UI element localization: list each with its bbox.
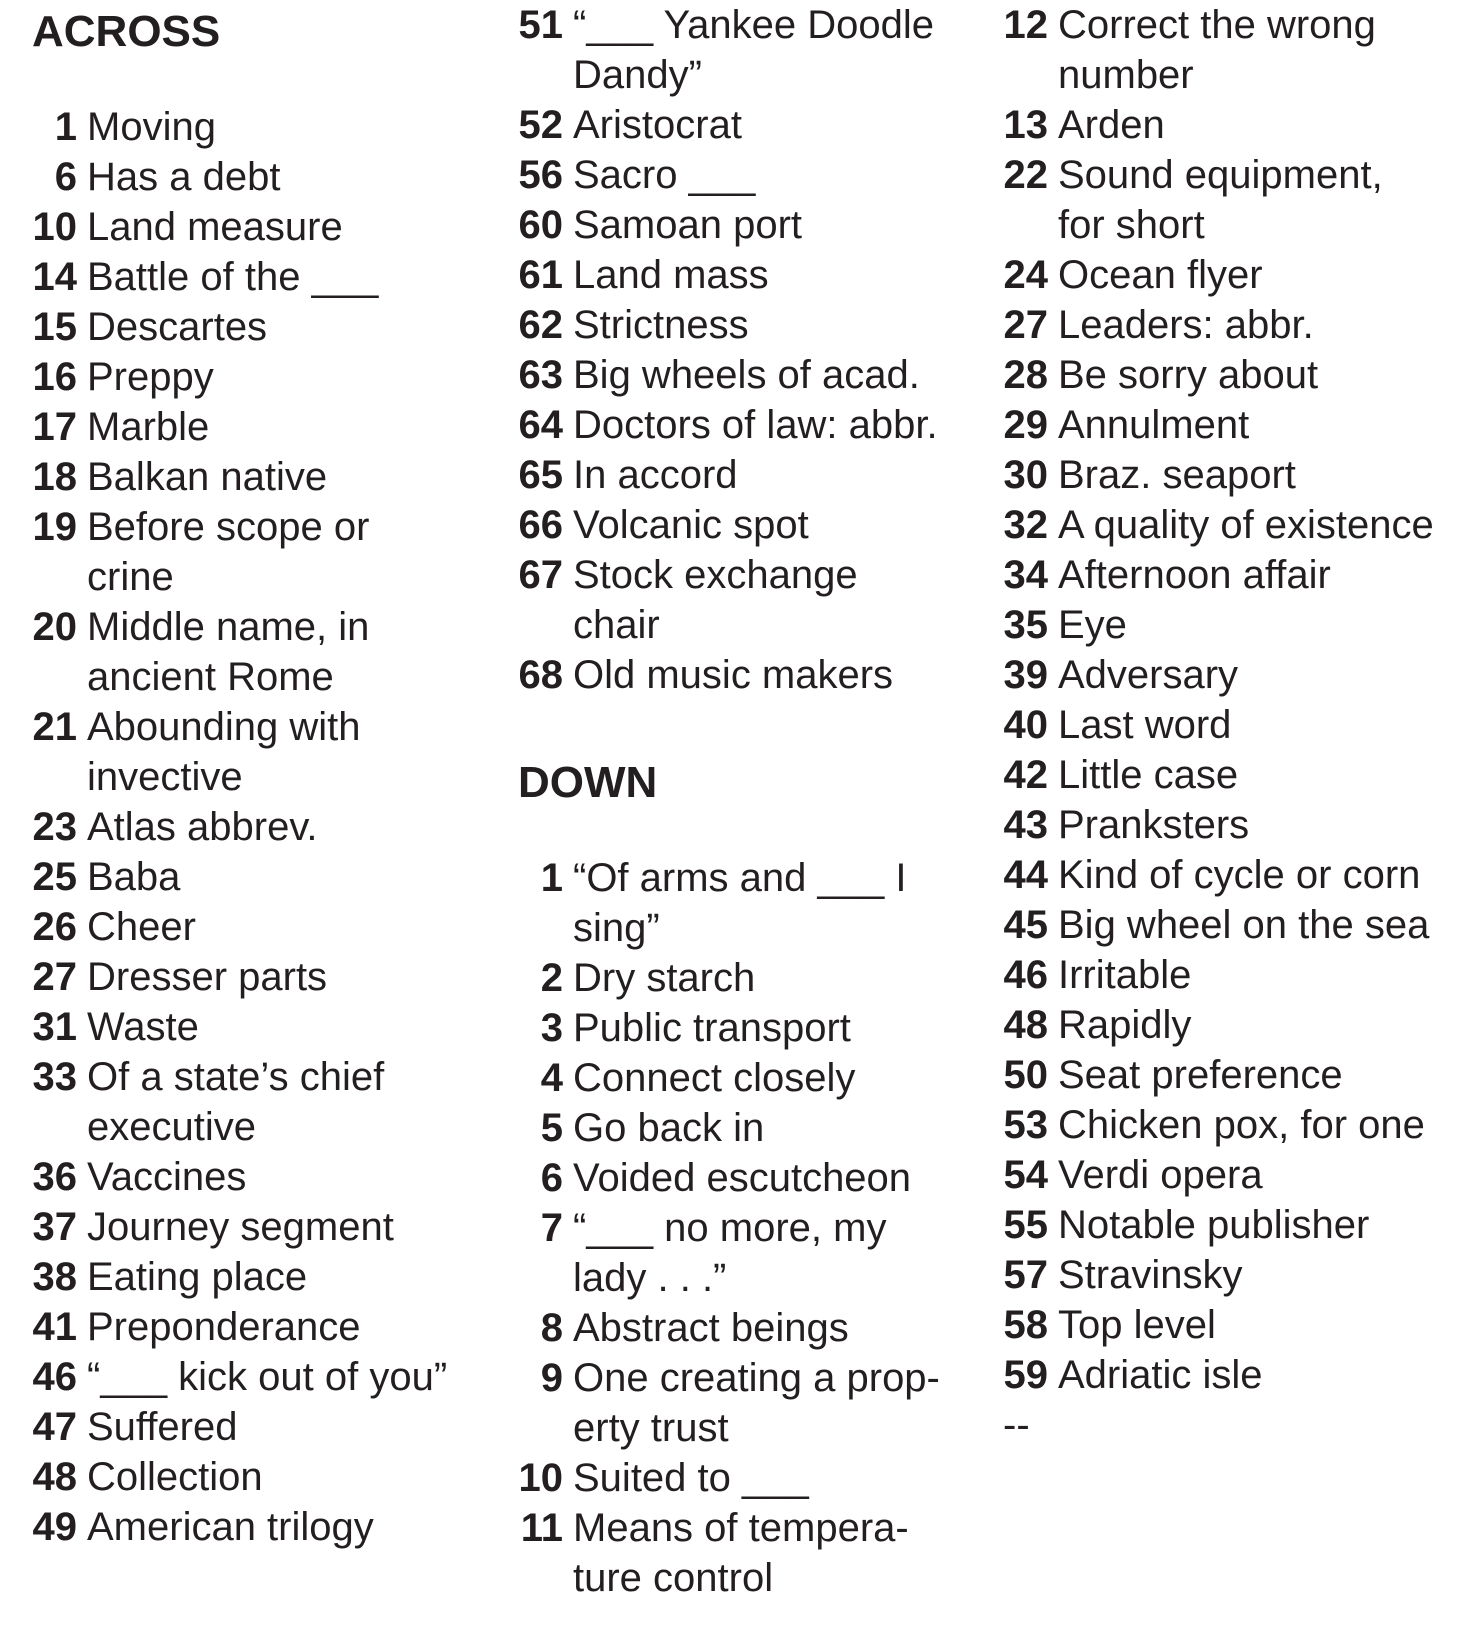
clue-text: Adriatic isle bbox=[1058, 1353, 1263, 1397]
clue bbox=[32, 852, 492, 902]
clue-number: 2 bbox=[540, 956, 563, 1000]
clue-text: Baba bbox=[87, 855, 181, 899]
down-clue-list-continued bbox=[1003, 0, 1468, 1400]
clue-number: 53 bbox=[1003, 1103, 1048, 1147]
clue-number: 21 bbox=[32, 705, 77, 749]
clue bbox=[32, 1452, 492, 1502]
clue bbox=[1003, 1200, 1468, 1250]
clue bbox=[1003, 750, 1468, 800]
clue-text: Old music makers bbox=[573, 653, 894, 697]
clue-text: Moving bbox=[87, 105, 216, 149]
clue-text: ture control bbox=[573, 1556, 774, 1600]
clue-number: 37 bbox=[32, 1205, 77, 1249]
clue-number: 19 bbox=[32, 505, 77, 549]
clue-number: 20 bbox=[32, 605, 77, 649]
clue-text: “___ no more, my bbox=[573, 1206, 887, 1250]
clue-text: Middle name, in bbox=[87, 605, 370, 649]
clue bbox=[1003, 1000, 1468, 1050]
clue bbox=[518, 1453, 988, 1503]
clue bbox=[518, 300, 988, 350]
clue-continuation bbox=[32, 652, 492, 702]
clue bbox=[518, 450, 988, 500]
clue bbox=[518, 250, 988, 300]
clue-number: 26 bbox=[32, 905, 77, 949]
clue-text: Voided escutcheon bbox=[573, 1156, 912, 1200]
clue-text: Leaders: abbr. bbox=[1058, 303, 1314, 347]
clue-text: number bbox=[1058, 53, 1194, 97]
across-clue-list bbox=[32, 102, 492, 1552]
clue-text: Of a state’s chief bbox=[87, 1055, 385, 1099]
clue-text: Sacro ___ bbox=[573, 153, 756, 197]
clue-text: for short bbox=[1058, 203, 1205, 247]
clue-text: In accord bbox=[573, 453, 738, 497]
clue-continuation bbox=[518, 1403, 988, 1453]
clue-number: 22 bbox=[1003, 153, 1048, 197]
clue-number: 52 bbox=[518, 103, 563, 147]
clue-text: Braz. seaport bbox=[1058, 453, 1296, 497]
clue-number: 29 bbox=[1003, 403, 1048, 447]
clue-number: 42 bbox=[1003, 753, 1048, 797]
clue-text: Has a debt bbox=[87, 155, 281, 199]
clue bbox=[518, 550, 988, 600]
clue bbox=[1003, 400, 1468, 450]
clue bbox=[1003, 1300, 1468, 1350]
clue-number: 56 bbox=[518, 153, 563, 197]
clues-column-1 bbox=[32, 0, 492, 1552]
clue bbox=[1003, 500, 1468, 550]
clue-number: 36 bbox=[32, 1155, 77, 1199]
clue-number: 9 bbox=[540, 1356, 563, 1400]
clue-text: Eating place bbox=[87, 1255, 308, 1299]
clue-text: chair bbox=[573, 603, 660, 647]
clue-number: 13 bbox=[1003, 103, 1048, 147]
clue bbox=[1003, 900, 1468, 950]
down-heading: DOWN bbox=[518, 758, 658, 807]
clue-number: 6 bbox=[54, 155, 77, 199]
clue-continuation bbox=[518, 903, 988, 953]
clue-text: Volcanic spot bbox=[573, 503, 809, 547]
clue-number: 64 bbox=[518, 403, 563, 447]
clue-text: Go back in bbox=[573, 1106, 765, 1150]
clue bbox=[32, 1152, 492, 1202]
clue-text: Dandy” bbox=[573, 53, 702, 97]
clue bbox=[1003, 250, 1468, 300]
clue-text: Preppy bbox=[87, 355, 214, 399]
clue-text: sing” bbox=[573, 906, 660, 950]
clue-text: Eye bbox=[1058, 603, 1127, 647]
clue bbox=[518, 150, 988, 200]
clue-number: 32 bbox=[1003, 503, 1048, 547]
clue-number: 63 bbox=[518, 353, 563, 397]
clue-number: 60 bbox=[518, 203, 563, 247]
clue-number: 48 bbox=[1003, 1003, 1048, 1047]
clue-text: Ocean flyer bbox=[1058, 253, 1263, 297]
clue-number: 5 bbox=[540, 1106, 563, 1150]
clue bbox=[518, 1103, 988, 1153]
clue-continuation bbox=[32, 1102, 492, 1152]
clue-number: 61 bbox=[518, 253, 563, 297]
clue-number: 45 bbox=[1003, 903, 1048, 947]
clue bbox=[32, 1252, 492, 1302]
clue-text: Samoan port bbox=[573, 203, 803, 247]
clue-number: 59 bbox=[1003, 1353, 1048, 1397]
clue bbox=[518, 1203, 988, 1253]
clue bbox=[518, 853, 988, 903]
clue-continuation bbox=[518, 50, 988, 100]
clue-text: Land mass bbox=[573, 253, 769, 297]
clue bbox=[1003, 0, 1468, 50]
clue-continuation bbox=[1003, 200, 1468, 250]
clue-text: Vaccines bbox=[87, 1155, 247, 1199]
clue-number: 16 bbox=[32, 355, 77, 399]
clue-text: Correct the wrong bbox=[1058, 3, 1376, 47]
clue-number: 8 bbox=[540, 1306, 563, 1350]
clue-number: 12 bbox=[1003, 3, 1048, 47]
clue-text: Land measure bbox=[87, 205, 343, 249]
clue-text: Annulment bbox=[1058, 403, 1250, 447]
clue-number: 10 bbox=[32, 205, 77, 249]
clue-number: 1 bbox=[540, 856, 563, 900]
clue bbox=[1003, 1050, 1468, 1100]
end-mark bbox=[1003, 1400, 1468, 1450]
clue-number: 11 bbox=[520, 1506, 563, 1550]
clue-text: Waste bbox=[87, 1005, 199, 1049]
clue bbox=[1003, 700, 1468, 750]
clues-column-3 bbox=[1003, 0, 1468, 1450]
clue-text: Means of tempera- bbox=[573, 1506, 909, 1550]
clue-number: 25 bbox=[32, 855, 77, 899]
clue-continuation bbox=[518, 600, 988, 650]
clue-text: Chicken pox, for one bbox=[1058, 1103, 1425, 1147]
clues-column-2 bbox=[518, 0, 988, 1603]
clue bbox=[32, 502, 492, 552]
clue-number: 66 bbox=[518, 503, 563, 547]
across-heading: ACROSS bbox=[32, 7, 221, 56]
clue-text: Dry starch bbox=[573, 956, 756, 1000]
across-clue-list-continued bbox=[518, 0, 988, 700]
clue bbox=[32, 602, 492, 652]
clue-text: Battle of the ___ bbox=[87, 255, 379, 299]
clue bbox=[518, 1053, 988, 1103]
end-mark-text: -- bbox=[1003, 1403, 1030, 1447]
clue-text: American trilogy bbox=[87, 1505, 374, 1549]
clue-text: Notable publisher bbox=[1058, 1203, 1370, 1247]
clue bbox=[32, 452, 492, 502]
clue-text: Public transport bbox=[573, 1006, 851, 1050]
clue-text: Suited to ___ bbox=[573, 1456, 809, 1500]
clue-continuation bbox=[32, 752, 492, 802]
clue-text: executive bbox=[87, 1105, 256, 1149]
clue-number: 1 bbox=[54, 105, 77, 149]
clue-text: crine bbox=[87, 555, 174, 599]
clue bbox=[518, 350, 988, 400]
clue-text: ancient Rome bbox=[87, 655, 334, 699]
clue bbox=[1003, 550, 1468, 600]
clue-text: Verdi opera bbox=[1058, 1153, 1263, 1197]
clue bbox=[32, 352, 492, 402]
clue-text: Descartes bbox=[87, 305, 268, 349]
clue-number: 7 bbox=[540, 1206, 563, 1250]
clue bbox=[32, 902, 492, 952]
clue-number: 10 bbox=[518, 1456, 563, 1500]
clue bbox=[1003, 650, 1468, 700]
clue-text: Kind of cycle or corn bbox=[1058, 853, 1421, 897]
clue-number: 28 bbox=[1003, 353, 1048, 397]
clue bbox=[518, 1153, 988, 1203]
clue-continuation bbox=[1003, 50, 1468, 100]
clue bbox=[32, 1402, 492, 1452]
clue bbox=[32, 702, 492, 752]
clue-text: Stravinsky bbox=[1058, 1253, 1243, 1297]
clue-number: 44 bbox=[1003, 853, 1048, 897]
clue bbox=[518, 500, 988, 550]
clue-number: 23 bbox=[32, 805, 77, 849]
clue-number: 67 bbox=[518, 553, 563, 597]
clue-number: 49 bbox=[32, 1505, 77, 1549]
clue-number: 33 bbox=[32, 1055, 77, 1099]
clue-number: 47 bbox=[32, 1405, 77, 1449]
clue-number: 39 bbox=[1003, 653, 1048, 697]
clue-text: Arden bbox=[1058, 103, 1165, 147]
clue-text: Seat preference bbox=[1058, 1053, 1343, 1097]
clue bbox=[1003, 150, 1468, 200]
clue bbox=[518, 1003, 988, 1053]
clue-text: Big wheel on the sea bbox=[1058, 903, 1430, 947]
clue bbox=[1003, 1250, 1468, 1300]
clue bbox=[1003, 100, 1468, 150]
clue-number: 18 bbox=[32, 455, 77, 499]
clue-number: 14 bbox=[32, 255, 77, 299]
clue-text: Atlas abbrev. bbox=[87, 805, 318, 849]
clue-text: Doctors of law: abbr. bbox=[573, 403, 938, 447]
clue-number: 30 bbox=[1003, 453, 1048, 497]
clue-text: Strictness bbox=[573, 303, 749, 347]
clue bbox=[1003, 850, 1468, 900]
clue-number: 35 bbox=[1003, 603, 1048, 647]
clue bbox=[518, 1353, 988, 1403]
clue bbox=[32, 1352, 492, 1402]
clue-continuation bbox=[518, 1253, 988, 1303]
clue-number: 55 bbox=[1003, 1203, 1048, 1247]
clue-number: 48 bbox=[32, 1455, 77, 1499]
clue bbox=[518, 200, 988, 250]
clue-text: Before scope or bbox=[87, 505, 370, 549]
clue bbox=[32, 1052, 492, 1102]
clue bbox=[32, 252, 492, 302]
clue-text: Cheer bbox=[87, 905, 196, 949]
down-clue-list bbox=[518, 853, 988, 1603]
clue-text: lady . . .” bbox=[573, 1256, 727, 1300]
clue-text: “___ kick out of you” bbox=[87, 1355, 448, 1399]
clue bbox=[1003, 800, 1468, 850]
clue-text: Last word bbox=[1058, 703, 1232, 747]
clue-text: Abounding with bbox=[87, 705, 361, 749]
clue-number: 58 bbox=[1003, 1303, 1048, 1347]
clue-number: 46 bbox=[32, 1355, 77, 1399]
clue bbox=[1003, 1150, 1468, 1200]
clue-number: 57 bbox=[1003, 1253, 1048, 1297]
clue-text: Top level bbox=[1058, 1303, 1216, 1347]
clue bbox=[32, 102, 492, 152]
clue-number: 51 bbox=[518, 3, 563, 47]
clue-text: Big wheels of acad. bbox=[573, 353, 920, 397]
clue-number: 3 bbox=[540, 1006, 563, 1050]
clue-text: Little case bbox=[1058, 753, 1239, 797]
clue-text: Stock exchange bbox=[573, 553, 858, 597]
clue-text: Abstract beings bbox=[573, 1306, 849, 1350]
clue-text: Balkan native bbox=[87, 455, 328, 499]
clue-number: 6 bbox=[540, 1156, 563, 1200]
clue-text: Journey segment bbox=[87, 1205, 394, 1249]
clue-text: Marble bbox=[87, 405, 210, 449]
clue bbox=[1003, 950, 1468, 1000]
clue-number: 4 bbox=[540, 1056, 563, 1100]
clue bbox=[32, 152, 492, 202]
clue-text: One creating a prop- bbox=[573, 1356, 940, 1400]
clue bbox=[32, 952, 492, 1002]
clue bbox=[518, 0, 988, 50]
clue-number: 43 bbox=[1003, 803, 1048, 847]
clue-text: Dresser parts bbox=[87, 955, 328, 999]
clue bbox=[1003, 1100, 1468, 1150]
clue bbox=[518, 650, 988, 700]
clue-number: 50 bbox=[1003, 1053, 1048, 1097]
clue bbox=[32, 402, 492, 452]
clue bbox=[518, 400, 988, 450]
clue-text: invective bbox=[87, 755, 243, 799]
clue bbox=[1003, 300, 1468, 350]
clue-number: 24 bbox=[1003, 253, 1048, 297]
clue bbox=[32, 302, 492, 352]
clue-text: Preponderance bbox=[87, 1305, 361, 1349]
clue-number: 41 bbox=[32, 1305, 77, 1349]
clue-number: 54 bbox=[1003, 1153, 1048, 1197]
clue bbox=[1003, 450, 1468, 500]
clue bbox=[32, 802, 492, 852]
clue-number: 17 bbox=[32, 405, 77, 449]
clue-text: Sound equipment, bbox=[1058, 153, 1383, 197]
clue-number: 15 bbox=[32, 305, 77, 349]
clue-text: Rapidly bbox=[1058, 1003, 1192, 1047]
clue-text: Be sorry about bbox=[1058, 353, 1319, 397]
clue-text: Aristocrat bbox=[573, 103, 742, 147]
clue bbox=[518, 953, 988, 1003]
clue bbox=[32, 1502, 492, 1552]
clue-continuation bbox=[518, 1553, 988, 1603]
section-gap bbox=[518, 700, 988, 750]
clue-number: 40 bbox=[1003, 703, 1048, 747]
clue-text: Irritable bbox=[1058, 953, 1192, 997]
clue-number: 31 bbox=[32, 1005, 77, 1049]
clue bbox=[1003, 600, 1468, 650]
clue-number: 27 bbox=[32, 955, 77, 999]
clue-text: Pranksters bbox=[1058, 803, 1250, 847]
clue-number: 68 bbox=[518, 653, 563, 697]
clue-continuation bbox=[32, 552, 492, 602]
clue-text: Connect closely bbox=[573, 1056, 856, 1100]
clue bbox=[32, 1202, 492, 1252]
clue-text: Afternoon affair bbox=[1058, 553, 1331, 597]
clue-text: “Of arms and ___ I bbox=[573, 856, 907, 900]
clue-text: Adversary bbox=[1058, 653, 1239, 697]
clue-number: 38 bbox=[32, 1255, 77, 1299]
clue bbox=[32, 202, 492, 252]
clue-text: Suffered bbox=[87, 1405, 238, 1449]
clue-number: 65 bbox=[518, 453, 563, 497]
clue-text: erty trust bbox=[573, 1406, 729, 1450]
clue-number: 46 bbox=[1003, 953, 1048, 997]
clue bbox=[518, 1503, 988, 1553]
clue bbox=[1003, 1350, 1468, 1400]
clue-number: 34 bbox=[1003, 553, 1048, 597]
clue bbox=[32, 1002, 492, 1052]
clue bbox=[1003, 350, 1468, 400]
clue-text: A quality of existence bbox=[1058, 503, 1434, 547]
clue-number: 62 bbox=[518, 303, 563, 347]
clue-text: Collection bbox=[87, 1455, 263, 1499]
clue bbox=[518, 100, 988, 150]
clue bbox=[32, 1302, 492, 1352]
clue-number: 27 bbox=[1003, 303, 1048, 347]
clue bbox=[518, 1303, 988, 1353]
clue-text: “___ Yankee Doodle bbox=[573, 3, 935, 47]
